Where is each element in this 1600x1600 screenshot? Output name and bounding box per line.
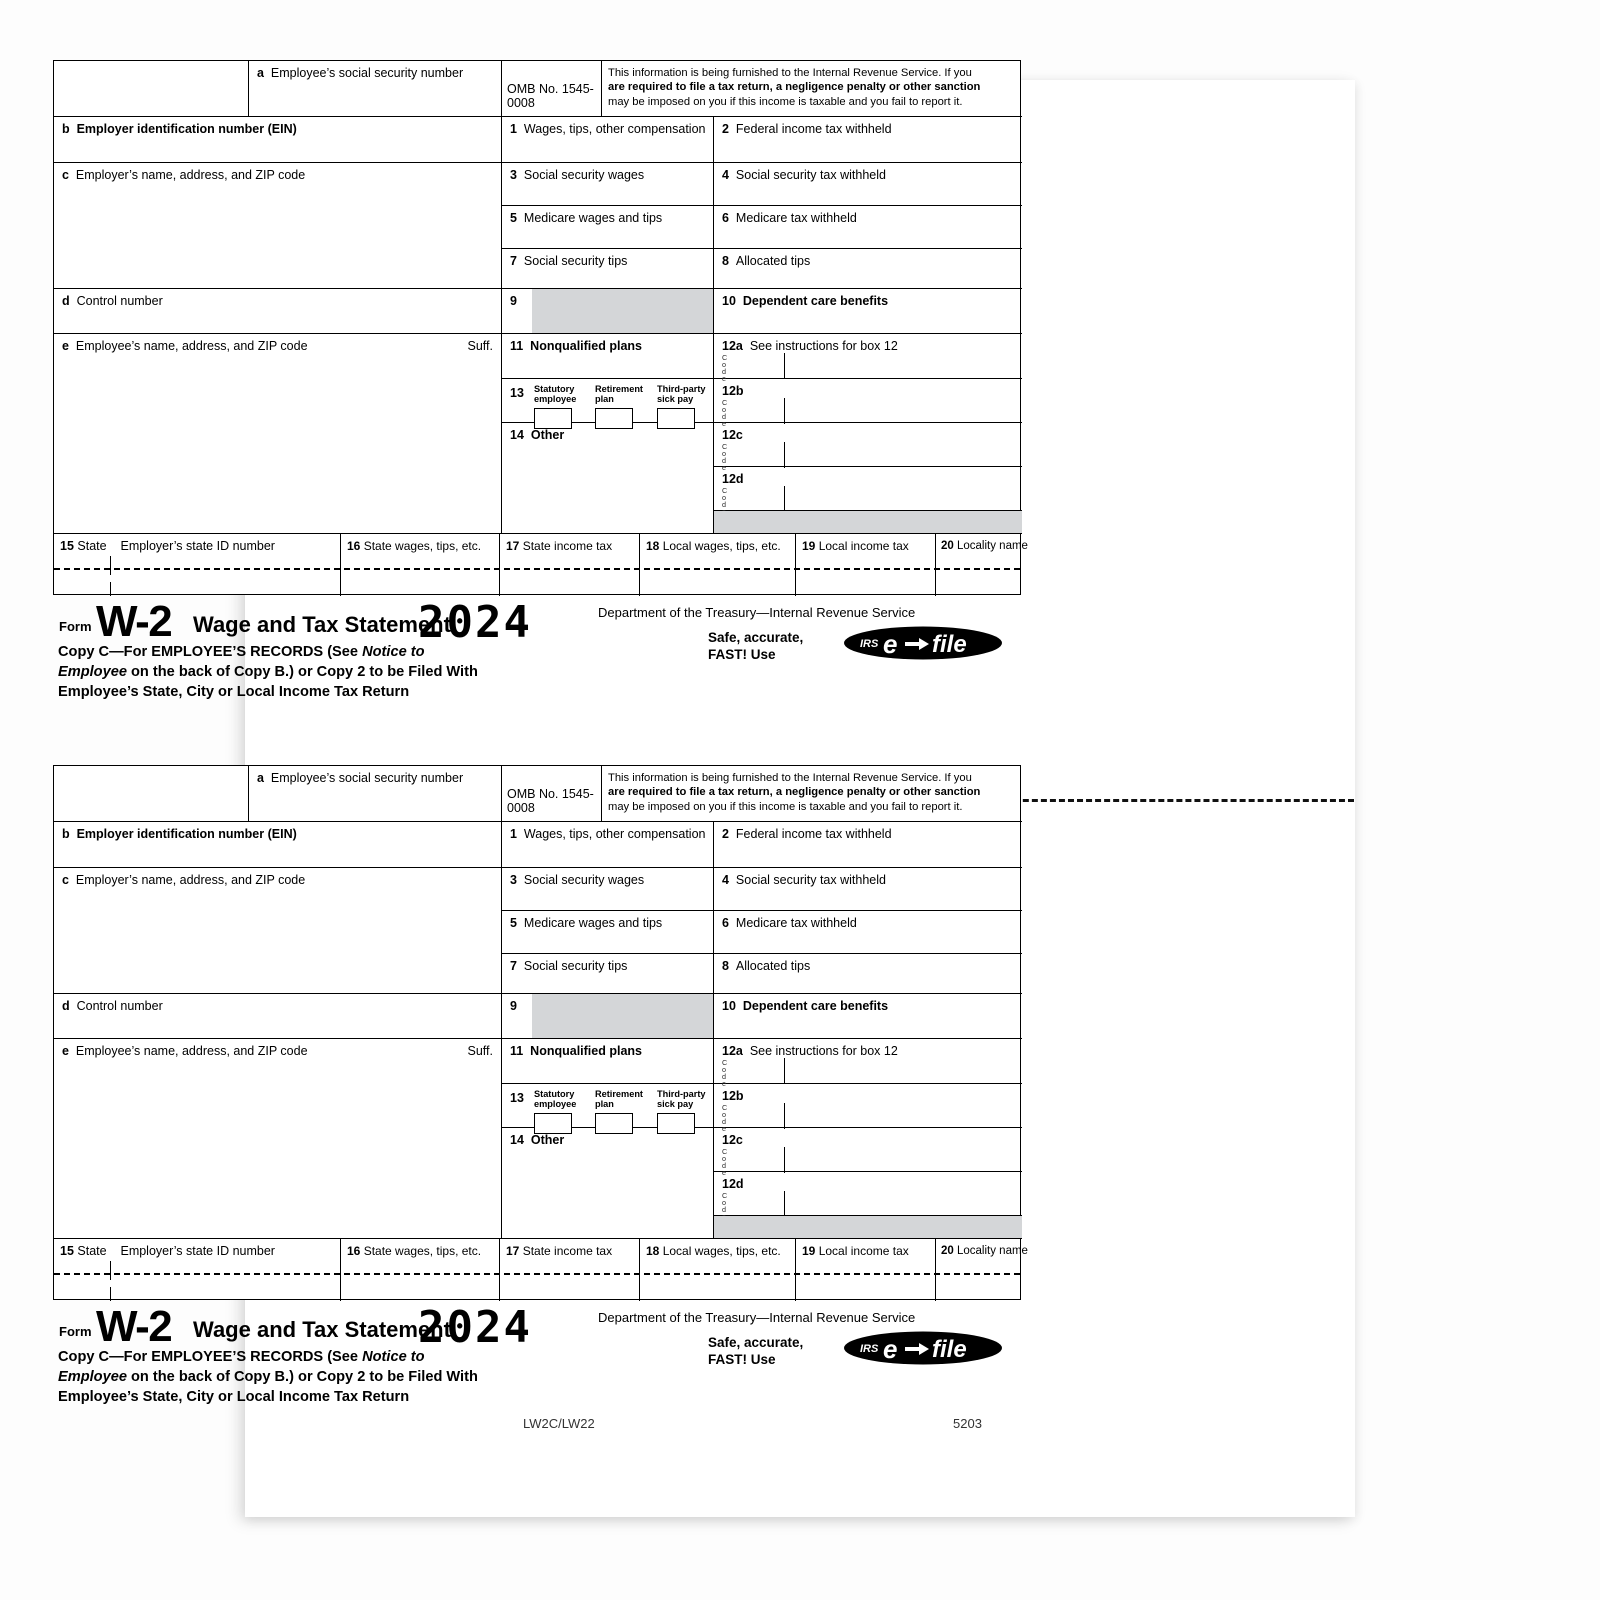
box-12c-num-2: 12c xyxy=(722,1133,743,1147)
box-7-ss-tips[interactable] xyxy=(502,249,714,289)
box-5-label-2: Medicare wages and tips xyxy=(523,916,663,930)
box-1-wages[interactable] xyxy=(502,117,714,163)
box-e-letter-2: e xyxy=(62,1044,69,1058)
box-15-label2: Employer’s state ID number xyxy=(120,539,275,553)
box-1-wages-2[interactable] xyxy=(502,822,714,868)
box-e-label: Employee’s name, address, and ZIP code xyxy=(75,339,308,353)
box-a-label-2: Employee’s social security number xyxy=(270,771,464,785)
state-local-dashed-divider xyxy=(54,568,1020,570)
box-b-label-2: Employer identification number (EIN) xyxy=(76,827,297,841)
box-10-num: 10 xyxy=(722,294,736,308)
box-9-num: 9 xyxy=(510,294,517,308)
retirement-plan-label-l1-2: Retirement xyxy=(595,1089,643,1099)
box-d-letter-2: d xyxy=(62,999,70,1013)
box-5-label: Medicare wages and tips xyxy=(523,211,663,225)
svg-text:e: e xyxy=(883,629,898,659)
copy-line-1i-2: Notice to xyxy=(362,1349,425,1365)
box-d-control-number[interactable] xyxy=(54,289,502,334)
statutory-employee-label-l2: employee xyxy=(534,393,577,404)
box-5-medicare-wages[interactable] xyxy=(502,206,714,249)
box-b-ein[interactable] xyxy=(54,117,502,163)
box-3-ss-wages[interactable] xyxy=(502,163,714,206)
box-12d[interactable] xyxy=(714,467,1022,511)
copy-line-2b: on the back of Copy B.) or Copy 2 to be Filed With xyxy=(126,663,478,680)
box-8-label-2: Allocated tips xyxy=(735,959,811,973)
box-18-num: 18 xyxy=(646,539,660,553)
box-11-num-2: 11 xyxy=(510,1044,524,1058)
box-14-num: 14 xyxy=(510,428,524,442)
box-12d-divider xyxy=(784,486,785,512)
box-12b-code-rail-2: C o d e xyxy=(722,1103,728,1134)
box-12c-divider xyxy=(784,442,785,468)
box-12d-num: 12d xyxy=(722,472,744,486)
form-title-2: Wage and Tax Statement xyxy=(193,1317,451,1342)
box-2-fed-tax-2[interactable] xyxy=(714,822,1022,868)
box-9-num-2: 9 xyxy=(510,999,517,1013)
box-18-local-wages-2[interactable] xyxy=(640,1239,796,1301)
notice-line-3-2: may be imposed on you if this income is taxable and you fail to report it. xyxy=(608,800,963,813)
safe-accurate-fast-2 xyxy=(708,1334,803,1368)
tax-year: 2024 xyxy=(418,597,532,648)
box-9-reserved xyxy=(502,289,714,334)
box-e-letter: e xyxy=(62,339,69,353)
shaded-strip-below-12d-2 xyxy=(714,1216,1022,1239)
irs-efile-logo xyxy=(843,626,1003,660)
box-4-label: Social security tax withheld xyxy=(735,168,886,182)
box-3-num: 3 xyxy=(510,168,517,182)
box-13-checkboxes[interactable] xyxy=(502,379,714,423)
box-8-num: 8 xyxy=(722,254,729,268)
box-10-label-2: Dependent care benefits xyxy=(742,999,889,1013)
box-7-ss-tips-2[interactable] xyxy=(502,954,714,994)
box-19-label: Local income tax xyxy=(818,539,909,553)
box-14-label-2: Other xyxy=(530,1133,565,1147)
box-17-label-2: State income tax xyxy=(522,1244,613,1258)
box-11-nonqualified-plans-2[interactable] xyxy=(502,1039,714,1084)
box-15-state[interactable] xyxy=(54,534,341,596)
box-c-employer[interactable] xyxy=(54,163,502,289)
box-12a[interactable] xyxy=(714,334,1022,384)
box-20-label-2: Locality name xyxy=(957,1245,1028,1257)
box-16-label-2: State wages, tips, etc. xyxy=(363,1244,482,1258)
box-20-num: 20 xyxy=(941,540,954,552)
box-12a-num-2: 12a xyxy=(722,1044,743,1058)
box-7-num-2: 7 xyxy=(510,959,517,973)
box-15-num: 15 xyxy=(60,539,74,553)
box-12b-divider-2 xyxy=(784,1103,785,1129)
box-a-ssn[interactable] xyxy=(249,61,502,117)
copy-line-3-2: Employee’s State, City or Local Income Tax Return xyxy=(58,1388,410,1405)
box-12b-num: 12b xyxy=(722,384,744,398)
box-10-dependent-care-2[interactable] xyxy=(714,994,1022,1039)
copy-c-instructions-2 xyxy=(58,1348,478,1408)
box-d-label: Control number xyxy=(76,294,163,308)
box-4-label-2: Social security tax withheld xyxy=(735,873,886,887)
box-6-medicare-tax[interactable] xyxy=(714,206,1022,249)
notice-line-1: This information is being furnished to the Internal Revenue Service. If you xyxy=(608,67,972,79)
box-14-label: Other xyxy=(530,428,565,442)
box-a-ssn-2[interactable] xyxy=(249,766,502,822)
box-17-num: 17 xyxy=(506,539,520,553)
copy-line-2i: Employee xyxy=(58,663,127,680)
sku-code: 5203 xyxy=(953,1416,982,1431)
box-e-employee-2[interactable] xyxy=(54,1039,502,1239)
box-7-label: Social security tips xyxy=(523,254,628,268)
box-c-label: Employer’s name, address, and ZIP code xyxy=(75,168,306,182)
box-3-label-2: Social security wages xyxy=(523,873,645,887)
form-number-w2-2: W-2 xyxy=(96,1302,172,1351)
box-e-employee[interactable] xyxy=(54,334,502,534)
box-15-state-2[interactable] xyxy=(54,1239,341,1301)
third-party-sick-pay-label-l2: sick pay xyxy=(657,393,694,404)
box-18-label-2: Local wages, tips, etc. xyxy=(662,1244,781,1258)
box-17-label: State income tax xyxy=(522,539,613,553)
box-blank-topleft xyxy=(54,61,249,117)
tax-year-2: 2024 xyxy=(418,1302,532,1353)
notice-line-1-2: This information is being furnished to the Internal Revenue Service. If you xyxy=(608,772,972,784)
box-15-state-divider-upper-2 xyxy=(110,1261,111,1280)
box-18-local-wages[interactable] xyxy=(640,534,796,596)
box-8-allocated-tips[interactable] xyxy=(714,249,1022,289)
box-14-other[interactable] xyxy=(502,423,714,534)
form-title: Wage and Tax Statement xyxy=(193,612,451,637)
box-13-num: 13 xyxy=(510,386,524,400)
statutory-employee-label-l1-2: Statutory xyxy=(534,1089,575,1099)
box-1-num-2: 1 xyxy=(510,827,517,841)
box-12a-num: 12a xyxy=(722,339,743,353)
box-blank-topleft-2 xyxy=(54,766,249,822)
box-omb xyxy=(502,61,602,117)
shaded-strip-below-12d xyxy=(714,511,1022,534)
box-4-ss-tax[interactable] xyxy=(714,163,1022,206)
box-13-num-2: 13 xyxy=(510,1091,524,1105)
third-party-sick-pay-label-l1-2: Third-party xyxy=(657,1089,706,1099)
box-12b[interactable] xyxy=(714,379,1022,429)
box-10-label: Dependent care benefits xyxy=(742,294,889,308)
svg-text:file: file xyxy=(932,631,967,658)
box-11-nonqualified-plans[interactable] xyxy=(502,334,714,379)
box-13-checkboxes-2[interactable] xyxy=(502,1084,714,1128)
box-1-label-2: Wages, tips, other compensation xyxy=(523,827,706,841)
box-2-label-2: Federal income tax withheld xyxy=(735,827,892,841)
box-17-state-income-tax[interactable] xyxy=(500,534,640,596)
box-15-label-2: State xyxy=(77,1244,107,1258)
box-4-num-2: 4 xyxy=(722,873,729,887)
box-5-medicare-wages-2[interactable] xyxy=(502,911,714,954)
safe-line-2: FAST! Use xyxy=(708,647,776,662)
safe-accurate-fast xyxy=(708,629,803,663)
box-20-label: Locality name xyxy=(957,540,1028,552)
box-11-label: Nonqualified plans xyxy=(530,339,642,353)
box-12b-code-rail: C o d e xyxy=(722,398,728,429)
box-b-ein-2[interactable] xyxy=(54,822,502,868)
box-12d-code-rail: C o d xyxy=(722,486,728,510)
copy-line-1a: Copy C—For EMPLOYEE’S RECORDS (See xyxy=(58,644,363,660)
box-7-label-2: Social security tips xyxy=(523,959,628,973)
box-3-num-2: 3 xyxy=(510,873,517,887)
irs-notice-block xyxy=(602,61,1022,117)
copy-line-2b-2: on the back of Copy B.) or Copy 2 to be Filed With xyxy=(126,1368,478,1385)
form-word-label: Form xyxy=(59,619,92,634)
box-6-label-2: Medicare tax withheld xyxy=(735,916,857,930)
copy-line-3: Employee’s State, City or Local Income Tax Return xyxy=(58,683,410,700)
box-4-num: 4 xyxy=(722,168,729,182)
box-5-num: 5 xyxy=(510,211,517,225)
w2-copy-top xyxy=(53,60,1028,705)
box-e-suffix-label: Suff. xyxy=(467,339,493,353)
box-15-num-2: 15 xyxy=(60,1244,74,1258)
box-e-label-2: Employee’s name, address, and ZIP code xyxy=(75,1044,308,1058)
box-6-medicare-tax-2[interactable] xyxy=(714,911,1022,954)
box-2-label: Federal income tax withheld xyxy=(735,122,892,136)
box-16-state-wages-2[interactable] xyxy=(341,1239,500,1301)
safe-line-2-2: FAST! Use xyxy=(708,1352,776,1367)
svg-text:e: e xyxy=(883,1334,898,1364)
box-12c-2[interactable] xyxy=(714,1128,1022,1178)
box-15-state-divider-lower xyxy=(110,582,111,596)
treasury-line-2: Department of the Treasury—Internal Revenue Service xyxy=(598,1310,916,1325)
box-12d-2[interactable] xyxy=(714,1172,1022,1216)
box-6-num: 6 xyxy=(722,211,729,225)
box-d-control-number-2[interactable] xyxy=(54,994,502,1039)
box-15-state-divider-lower-2 xyxy=(110,1287,111,1301)
box-3-label: Social security wages xyxy=(523,168,645,182)
box-6-label: Medicare tax withheld xyxy=(735,211,857,225)
box-12c-num: 12c xyxy=(722,428,743,442)
box-12c-divider-2 xyxy=(784,1147,785,1173)
box-12a-code-rail-2: C o d e xyxy=(722,1058,728,1089)
svg-text:IRS: IRS xyxy=(860,638,879,650)
notice-line-2: are required to file a tax return, a negligence penalty or other sanction xyxy=(608,81,981,94)
box-19-num-2: 19 xyxy=(802,1244,816,1258)
box-12b-2[interactable] xyxy=(714,1084,1022,1134)
notice-line-2-2: are required to file a tax return, a negligence penalty or other sanction xyxy=(608,786,981,799)
box-2-num-2: 2 xyxy=(722,827,729,841)
omb-number-2: OMB No. 1545-0008 xyxy=(507,787,594,815)
box-12b-divider xyxy=(784,398,785,424)
w2-copy-bottom xyxy=(53,765,1028,1431)
form-footer-2 xyxy=(53,1300,1021,1431)
box-8-allocated-tips-2[interactable] xyxy=(714,954,1022,994)
form-word-label-2: Form xyxy=(59,1324,92,1339)
state-local-dashed-divider-2 xyxy=(54,1273,1020,1275)
box-16-label: State wages, tips, etc. xyxy=(363,539,482,553)
w2-form-grid xyxy=(53,60,1028,595)
box-14-other-2[interactable] xyxy=(502,1128,714,1239)
box-c-letter-2: c xyxy=(62,873,69,887)
box-2-fed-tax[interactable] xyxy=(714,117,1022,163)
box-a-letter: a xyxy=(257,66,264,80)
box-11-label-2: Nonqualified plans xyxy=(530,1044,642,1058)
product-code: LW2C/LW22 xyxy=(523,1416,595,1431)
box-19-label-2: Local income tax xyxy=(818,1244,909,1258)
third-party-sick-pay-label-l2-2: sick pay xyxy=(657,1098,694,1109)
copy-line-1i: Notice to xyxy=(362,644,425,660)
box-12a-divider-2 xyxy=(784,1058,785,1084)
safe-line-1-2: Safe, accurate, xyxy=(708,1335,804,1350)
copy-line-2i-2: Employee xyxy=(58,1368,127,1385)
box-12c-code-rail: C o d e xyxy=(722,442,728,473)
box-9-reserved-2 xyxy=(502,994,714,1039)
box-12a-divider xyxy=(784,353,785,379)
form-footer xyxy=(53,595,1021,705)
box-12d-divider-2 xyxy=(784,1191,785,1217)
box-c-letter: c xyxy=(62,168,69,182)
box-15-label: State xyxy=(77,539,107,553)
irs-efile-logo-2 xyxy=(843,1331,1003,1365)
box-3-ss-wages-2[interactable] xyxy=(502,868,714,911)
box-17-state-income-tax-2[interactable] xyxy=(500,1239,640,1301)
box-4-ss-tax-2[interactable] xyxy=(714,868,1022,911)
box-7-num: 7 xyxy=(510,254,517,268)
retirement-plan-label-l2: plan xyxy=(595,393,614,404)
copy-line-1a-2: Copy C—For EMPLOYEE’S RECORDS (See xyxy=(58,1349,363,1365)
box-18-num-2: 18 xyxy=(646,1244,660,1258)
box-12a-label: See instructions for box 12 xyxy=(749,339,898,353)
box-16-state-wages[interactable] xyxy=(341,534,500,596)
box-12c-code-rail-2: C o d e xyxy=(722,1147,728,1178)
box-12c[interactable] xyxy=(714,423,1022,473)
box-5-num-2: 5 xyxy=(510,916,517,930)
box-a-letter-2: a xyxy=(257,771,264,785)
box-1-num: 1 xyxy=(510,122,517,136)
statutory-employee-label-l2-2: employee xyxy=(534,1098,577,1109)
box-18-label: Local wages, tips, etc. xyxy=(662,539,781,553)
copy-c-instructions xyxy=(58,643,478,703)
box-8-num-2: 8 xyxy=(722,959,729,973)
box-12a-label-2: See instructions for box 12 xyxy=(749,1044,898,1058)
box-b-label: Employer identification number (EIN) xyxy=(76,122,297,136)
box-8-label: Allocated tips xyxy=(735,254,811,268)
treasury-line: Department of the Treasury—Internal Revenue Service xyxy=(598,605,916,620)
third-party-sick-pay-label-l1: Third-party xyxy=(657,384,706,394)
box-11-num: 11 xyxy=(510,339,524,353)
box-10-dependent-care[interactable] xyxy=(714,289,1022,334)
box-b-letter-2: b xyxy=(62,827,70,841)
box-d-letter: d xyxy=(62,294,70,308)
box-20-locality-name-2[interactable] xyxy=(936,1239,1028,1301)
box-omb-2 xyxy=(502,766,602,822)
box-b-letter: b xyxy=(62,122,70,136)
box-d-label-2: Control number xyxy=(76,999,163,1013)
safe-line-1: Safe, accurate, xyxy=(708,630,804,645)
retirement-plan-label-l2-2: plan xyxy=(595,1098,614,1109)
box-c-employer-2[interactable] xyxy=(54,868,502,994)
box-17-num-2: 17 xyxy=(506,1244,520,1258)
box-a-label: Employee’s social security number xyxy=(270,66,464,80)
statutory-employee-label-l1: Statutory xyxy=(534,384,575,394)
box-12a-2[interactable] xyxy=(714,1039,1022,1089)
box-10-num-2: 10 xyxy=(722,999,736,1013)
irs-notice-block-2 xyxy=(602,766,1022,822)
box-c-label-2: Employer’s name, address, and ZIP code xyxy=(75,873,306,887)
box-12b-num-2: 12b xyxy=(722,1089,744,1103)
box-1-label: Wages, tips, other compensation xyxy=(523,122,706,136)
box-2-num: 2 xyxy=(722,122,729,136)
box-12a-code-rail: C o d e xyxy=(722,353,728,384)
omb-number: OMB No. 1545-0008 xyxy=(507,82,594,110)
box-e-suffix-label-2: Suff. xyxy=(467,1044,493,1058)
w2-form-grid-2 xyxy=(53,765,1028,1300)
notice-line-3: may be imposed on you if this income is taxable and you fail to report it. xyxy=(608,95,963,108)
retirement-plan-label-l1: Retirement xyxy=(595,384,643,394)
box-19-local-income-tax-2[interactable] xyxy=(796,1239,936,1301)
box-15-state-divider-upper xyxy=(110,556,111,575)
box-15-label2-2: Employer’s state ID number xyxy=(120,1244,275,1258)
svg-text:IRS: IRS xyxy=(860,1343,879,1355)
box-12d-num-2: 12d xyxy=(722,1177,744,1191)
box-19-local-income-tax[interactable] xyxy=(796,534,936,596)
box-20-locality-name[interactable] xyxy=(936,534,1028,596)
box-14-num-2: 14 xyxy=(510,1133,524,1147)
box-20-num-2: 20 xyxy=(941,1245,954,1257)
box-12d-code-rail-2: C o d xyxy=(722,1191,728,1215)
form-number-w2: W-2 xyxy=(96,597,172,646)
svg-text:file: file xyxy=(932,1336,967,1363)
box-16-num: 16 xyxy=(347,539,361,553)
box-19-num: 19 xyxy=(802,539,816,553)
box-6-num-2: 6 xyxy=(722,916,729,930)
box-16-num-2: 16 xyxy=(347,1244,361,1258)
